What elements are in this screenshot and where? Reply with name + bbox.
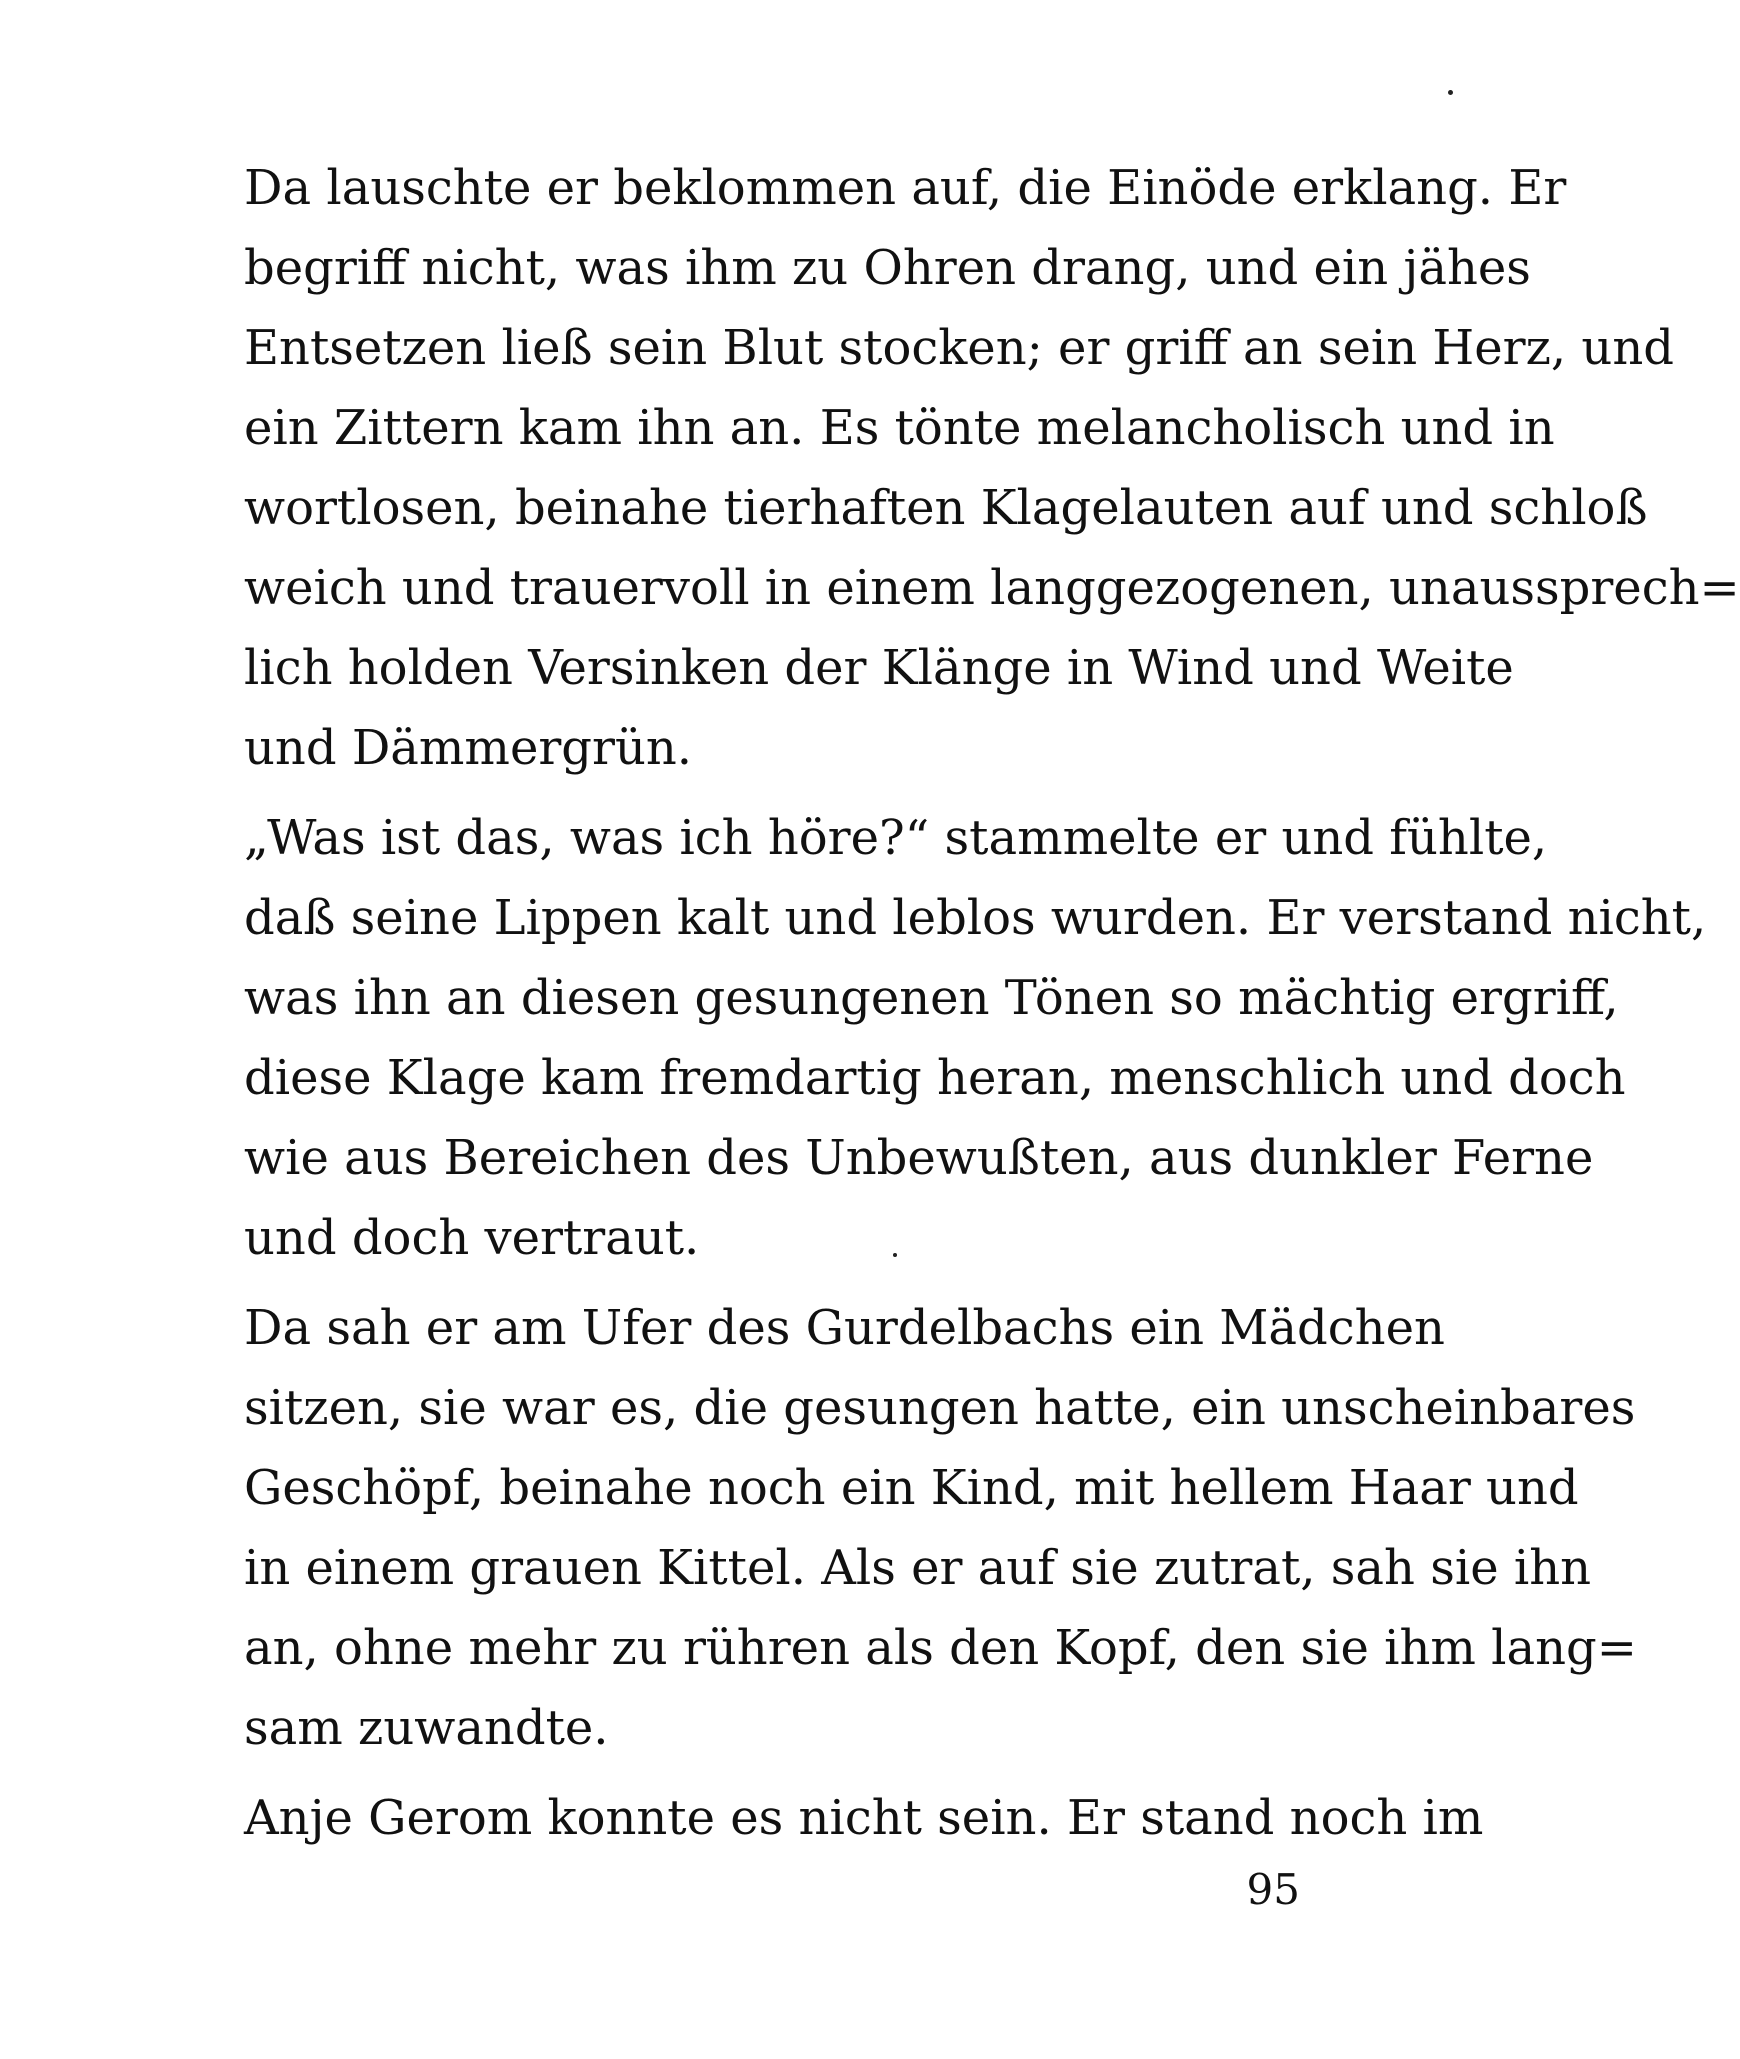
text-line: und Dämmergrün. [244,720,693,776]
text-line: was ihn an diesen gesungenen Tönen so mächtig ergriff, [244,970,1619,1026]
text-line: weich und trauervoll in einem langgezogenen, unaussprech= [244,560,1740,616]
text-line: und doch vertraut. [244,1210,700,1266]
text-line: in einem grauen Kittel. Als er auf sie zutrat, sah sie ihn [244,1540,1592,1596]
text-line: sitzen, sie war es, die gesungen hatte, ein unscheinbares [244,1380,1636,1436]
text-line: daß seine Lippen kalt und leblos wurden. Er verstand nicht, [244,890,1707,946]
text-line: begriff nicht, was ihm zu Ohren drang, und ein jähes [244,240,1531,296]
paragraph-2 [244,798,1707,1278]
paragraph-1 [244,148,1740,788]
text-line: wie aus Bereichen des Unbewußten, aus dunkler Ferne [244,1130,1594,1186]
paper-speck [1448,90,1453,95]
text-line: Da sah er am Ufer des Gurdelbachs ein Mädchen [244,1300,1445,1356]
text-line: sam zuwandte. [244,1700,609,1756]
text-line: Geschöpf, beinahe noch ein Kind, mit hellem Haar und [244,1460,1579,1516]
text-line: diese Klage kam fremdartig heran, menschlich und doch [244,1050,1626,1106]
body-text [244,148,1740,1858]
text-line: „Was ist das, was ich höre?“ stammelte er und fühlte, [244,810,1548,866]
page-number: 95 [1246,1865,1300,1914]
text-line: Entsetzen ließ sein Blut stocken; er griff an sein Herz, und [244,320,1674,376]
text-line: wortlosen, beinahe tierhaften Klagelauten auf und schloß [244,480,1648,536]
text-line: ein Zittern kam ihn an. Es tönte melancholisch und in [244,400,1555,456]
paragraph-3 [244,1288,1637,1768]
text-line: an, ohne mehr zu rühren als den Kopf, den sie ihm lang= [244,1620,1637,1676]
text-line: Da lauschte er beklommen auf, die Einöde erklang. Er [244,160,1567,216]
text-line: lich holden Versinken der Klänge in Wind und Weite [244,640,1514,696]
text-line: Anje Gerom konnte es nicht sein. Er stand noch im [244,1790,1484,1846]
paragraph-4 [244,1778,1484,1858]
